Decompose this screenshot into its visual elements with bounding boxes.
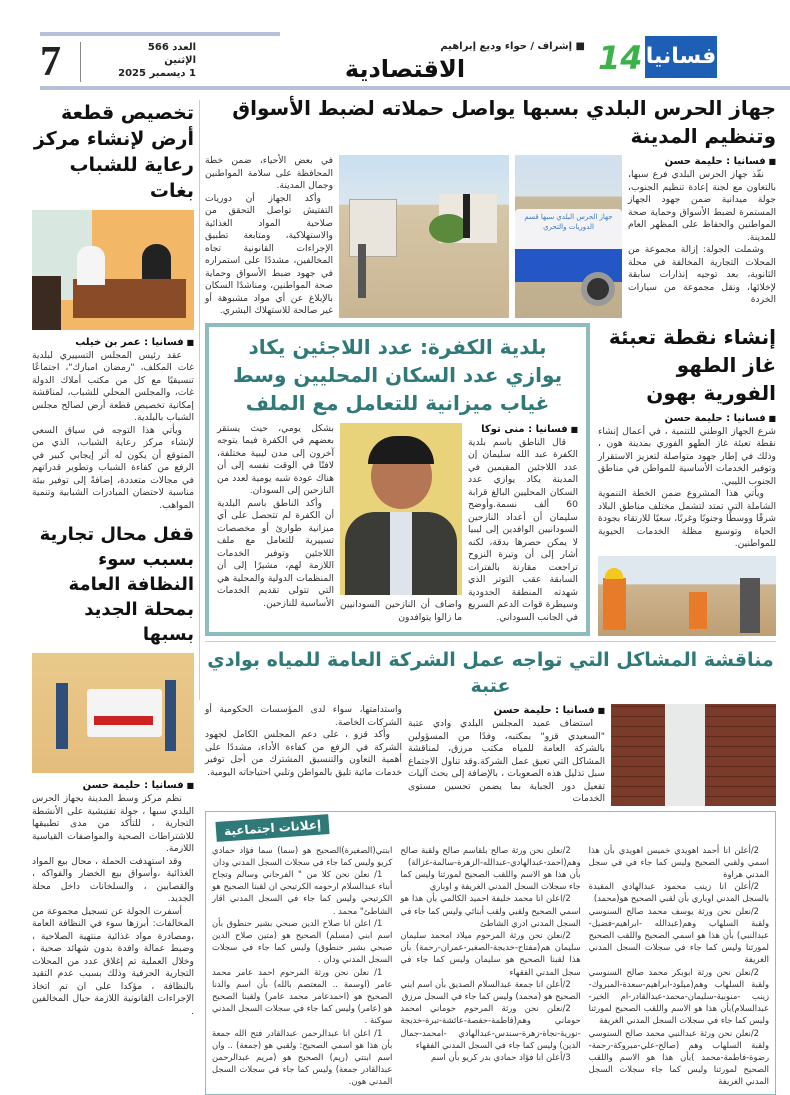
issue-number: العدد 566	[147, 42, 196, 53]
kufra-headline: بلدية الكفرة: عدد اللاجئين يكاد يوازي عدد السكان المحليين وسط غياب ميزانية للتعامل مع الملف	[232, 334, 563, 415]
youth-paragraph: عقد رئيس المجلس التسييري لبلدية غات المكلف، "رمضان امبارك"، اجتماعًا تنسيقيًا مع كل من مكتب أملاك الدولة غات، والمجلس المحلي للشباب، لمناقشة إمكانية تخصيص قطعة أرض لصالح مجلس الشباب بالبلدية.	[32, 349, 194, 424]
water-paragraph: واستدامتها، سواء لدى المؤسسات الحكومية أو الشركات الخاصة.	[205, 704, 402, 728]
ad-item: 2/اعلن انا محمد خليفة احميد الكالمي بأن هذا هو اسمي الصحيح ولقبي ولقب أبنائي وليس كما جاء في السجل المدني ادري الشاطئ	[400, 893, 581, 928]
gas-paragraph: شرع الجهاز الوطني للتنمية ، في أعمال إنشاء نقطة تعبئة غاز الطهو الفوري بمدينة هون ، وذلك في إطار جهود متواصلة لتعزيز الاستقرار وتوفير الخدمات الأساسية للمواطن في مناطق الجنوب الليبي.	[598, 425, 776, 487]
issue-date: 1 ديسمبر 2025	[118, 68, 196, 79]
ad-item: 2/أعلن انا أحمد اهويدي خميس اهويدي بأن هذا اسمي ولقبي الصحيح وليس كما جاء في في سجل المدني هراوة	[588, 844, 769, 879]
brand-logo: فسانيا	[645, 36, 717, 78]
water-column-left	[205, 704, 402, 806]
kufra-byline: ■ فسانيا : منى توكا	[468, 423, 578, 436]
youth-headline: تخصيص قطعة أرض لإنشاء مركز رعاية للشباب بغات	[33, 102, 194, 202]
water-column-right	[408, 704, 605, 806]
ad-item: 2/نعلن نحن ورثة صالح بلقاسم صالح ولقبة صالح وهم(احمد-عبدالهادي-عبدالله-الزهرة-سالمة-غزالة) بأن هذا هو الاسم واللقب الصحيح لمورثنا وليس كما جاء سجلات السجل المدني الغريفة و اوباري	[400, 844, 581, 892]
youth-meeting-photo	[32, 210, 194, 330]
top-rule	[40, 32, 280, 36]
social-ads-label: إعلانات اجتماعية	[215, 814, 329, 842]
lead-paragraph: وشملت الجولة: إزالة مجموعة من المحلات التجارية المخالفة في محلة الثانوية، بعد توجيه إنذارات سابقة لإخلائها، ونقل مجموعة من سيارات الخردة	[628, 244, 776, 305]
youth-byline: ■ فسانيا : عمر بن خيلب	[32, 336, 194, 349]
gas-headline: إنشاء نقطة تعبئة غاز الطهو الفورية بهون	[608, 324, 776, 405]
ads-column-right	[589, 844, 769, 1088]
kufra-spokesman-photo	[340, 423, 462, 596]
kufra-paragraph: بشكل يومي، حيث يستقر بعضهم في الكفرة فيما يتوجه آخرون إلى مدن ليبية مختلفة، لافتًا في الوقت نفسه إلى أن هناك عودة شبه يومية لعدد من النازحين إلى السودان.	[217, 422, 334, 496]
closure-article	[32, 779, 194, 1018]
main-region	[205, 94, 776, 1095]
header-rule	[40, 86, 790, 90]
closure-headline: قفل محال تجارية بسبب سوء النظافة العامة بمحلة الجديد بسبها	[39, 524, 194, 646]
water-story	[205, 704, 776, 806]
water-meeting-photo	[611, 704, 776, 806]
ad-item: 2/نعلن نحن ورثة عبدالنبي محمد صالح السنوسي ولقبة السلهاب وهم (صالح-علي-مبروكة-رحمة-رضوة-فاطمة-محمد )بأن هذا هو الاسم واللقب الصحيح لمورثنا وليس كما جاء سجلات السجل المدني الغريفة	[588, 1027, 769, 1087]
kufra-paragraph: وأكد الناطق باسم البلدية أن الكفرة لم تتحصل على أي ميزانية طوارئ أو مخصصات تسييرية للتعامل مع ملف اللاجئين وتوفير الخدمات اللازمة لهم، مشيرًا إلى أن المنظمات الدولية والمحلية هي التي تتولى تقديم الخدمات الأساسية للنازحين.	[217, 497, 334, 609]
ad-item: 2/نعلن نحن ورثة يوسف محمد صالح السنوسي ولقبة السلهاب وهم(عبدالله -ابراهيم-فضيل-عبدالنبي) بأن هذا هو اسمي الصحيح واللقب الصحيح لمورثنا وليس كما جاء في سجلات السجل المدني الغريفة	[588, 905, 769, 965]
ads-column-left	[212, 844, 392, 1088]
youth-article	[32, 336, 194, 513]
kufra-column-left	[217, 423, 334, 625]
ad-item: 2/نعلن نحن ورثة المرحوم حوماني امحمد حوماني وهم(فاطمة-حفصة-عائشة-تبرة-خديجة -نورية-نجاة-زهرة-سندس-عبدالهادي -امحمد-جمال الدين) وليس كما جاء في السجل المدني الفقهاء	[400, 1003, 581, 1050]
lead-paragraph: نفّذ جهاز الحرس البلدي فرع سبها، بالتعاون مع لجنة إعادة تنظيم الجنوب، جولة ميدانية ضمن جهود الجهاز المستمرة لضبط الأسواق وحماية صحة المواطنين والحفاظ على المظهر العام للمدينة.	[628, 169, 776, 243]
ad-item: 2/نعلن نحن ورثة ابوبكر محمد صالح السنوسي ولقبة السلهاب وهم(ميلود-ابراهيم-سعدة-المبروك-زينب -منوبية-سليمان-محمد-عبدالقادر-ام الخير-عبدالسلام)بأن هذا هو الاسم واللقب الصحيح لمورثنا وليس كما جاء في سجلات السجل المدني الغريفة	[588, 966, 769, 1026]
truck-sign-text: جهاز الحرس البلدي سبها قسم الدوريات والتحري	[524, 212, 613, 231]
ad-item: 3/أعلن انا فؤاد حمادي بدر كريو بأن اسم	[430, 1051, 571, 1062]
lead-byline: ■ فسانيا : حليمة حسن	[628, 155, 776, 168]
kufra-column-right	[468, 423, 578, 625]
supervisor-name: إشراف / حواء وديع إبراهيم	[440, 41, 573, 52]
supervision-credit: ■ إشراف / حواء وديع إبراهيم	[440, 41, 585, 52]
ad-item: 2/أعلن انا زينب محمود عبدالهادي المقيدة بالسجل المدني اوباري بأن لقبي الصحيح هو(محمد)	[588, 881, 769, 904]
lead-photo-truck	[515, 155, 622, 318]
gas-story	[598, 323, 776, 637]
closure-photo	[32, 653, 194, 773]
lead-column-2	[205, 155, 333, 318]
ad-item: 1/ اعلن انا عبدالرحمن عبدالقادر فتح الله جمعة بأن هذا هو اسمي الصحيح: ولقبي هو (جمعة) .. وان اسم ابنتي (ريم) الصحيح هو (مريم عبدالرحمن عبدالقادر جمعة) وليس كما جاء في سجلات السجل المدني هون.	[212, 1027, 393, 1087]
gas-article	[598, 412, 776, 551]
ads-column-middle	[400, 844, 580, 1088]
ad-item: 1/ نعلن نحن ورثة المرحوم احمد عامر محمد عامر (اوسمة .. المعتصم بالله) بأن اسم والدنا الصحيح هو (احمدعامر محمد عامر) ولقبنا الصحيح هو (عامر) وليس كما جاء في سجلات السجل المدني سوكنة .	[212, 966, 393, 1026]
lead-photo-inspection	[339, 155, 509, 318]
logo-14-icon: 14	[598, 39, 643, 77]
water-headline: مناقشة المشاكل التي تواجه عمل الشركة العامة للمياه بوادي عتبة	[207, 649, 774, 697]
social-ads-box	[205, 811, 776, 1095]
ad-item: ابنتي(الصغيرة)الصحيح هو (سما) سما فؤاد حمادي كريو وليس كما جاء في سجلات السجل المدني ودان	[212, 844, 393, 867]
closure-paragraph: وقد استهدفت الحملة ، محال بيع المواد الغذائية ،وأسواق بيع الخضار والفواكه ، والقصابين ، والسلخانات داخل محلة الجديد.	[32, 855, 194, 904]
ad-item: 1/ اعلن انا صلاح الدين صبحي بشير حنطوق بأن اسم ابني (مسلم) الصحيح هو (متين صلاح الدين صبحي بشير حنطوق) وليس كما جاء في سجلات السجل المدني ودان .	[212, 917, 393, 965]
left-column-divider	[199, 100, 200, 700]
left-column	[32, 100, 194, 1018]
issue-day: الإثنين	[164, 55, 196, 66]
lead-paragraph: في بعض الأحياء، ضمن خطة المحافظة على سلامة المواطنين وجمال المدينة.	[205, 155, 333, 191]
ad-item: 2/نعلن نحن ورثة المرحوم ميلاد امحمد سليمان سليمان هم(مفتاح-خديجة-الصغير-عمران-رحمة) بأن هذا لقبنا الصحيح هو سليمان وليس كما جاء في سجل المدني الفقهاء	[400, 929, 581, 977]
closure-paragraph: أسفرت الجولة عن تسجيل مجموعة من المخالفات: أبرزها سوء في النظافة العامة ،ومصادرة مواد غذائية منتهية الصلاحية ، وضبط عمالة وافدة بدون شهائد صحية ، وخلال العملية تم إغلاق عدد من المحلات التجارية الحرفية وذلك بسبب عدم التقيد بالنظافة ، مؤكدا على ان تم اتخاذ الإجراءات القانونية اللازمة حيال المخالفين .	[32, 905, 194, 1017]
lead-headline: جهاز الحرس البلدي بسبها يواصل حملاته لضبط الأسواق وتنظيم المدينة	[232, 96, 776, 148]
gas-paragraph: ويأتي هذا المشروع ضمن الخطة التنموية الشاملة التي تمتد لتشمل مختلف مناطق البلاد شرقًا ووسطًا وجنوبًا وغربًا، سعيًا للارتقاء بجودة الحياة وتوسيع مظلة الخدمات الحيوية للمواطنين.	[598, 488, 776, 549]
water-paragraph: وأكد قزو ، على دعم المجلس الكامل لجهود الشركة في الرفع من كفاءة الأداء، مشددًا على أهمية التعاون والتنسيق المشترك من أجل توفير خدمات مائية تليق بالمواطن وتلبي احتياجاته اليومية.	[205, 729, 402, 778]
issue-info	[86, 41, 196, 80]
kufra-photo-caption: واضاف أن النازحين السودانيين ما زالوا يتوافدون	[340, 599, 462, 623]
page-number: 7	[40, 39, 61, 85]
ad-item: 1/ نعلن نحن كلا من " الفرجاني وسالم وتجاح أبناء عبدالسلام ارحومه الكرتيحي ان لقبنا الصحيح هو الكرتيحي وليس كما جاء في السجل المدني اقار الشاطئ" محمد .	[212, 868, 393, 916]
ad-item: 2/أعلن انا جمعة عبدالسلام الصديق بأن اسم ابني الصحيح هو (محمد) وليس كما جاء في السجل مرزق	[400, 978, 581, 1001]
middle-row	[205, 323, 776, 637]
water-rule	[205, 641, 776, 642]
closure-byline: ■ فسانيا : حليمة حسن	[32, 779, 194, 792]
lead-column-1	[628, 155, 776, 318]
gas-byline: ■ فسانيا : حليمة حسن	[598, 412, 776, 425]
lead-story	[205, 155, 776, 318]
closure-paragraph: نظم مركز وسط المدينة بجهاز الحرس البلدي سبها ، جولة تفتيشية على الأنشطة التجارية ، للتأكد من مدى تطبيقها للاشتراطات الصحية والمواصفات القياسية اللازمة.	[32, 793, 194, 854]
section-title: الاقتصادية	[344, 55, 466, 83]
water-paragraph: استضاف عميد المجلس البلدي وادي عتبة "السعيدي قزو" بمكتبه، وفدًا من المسؤولين بالشركة العامة للمياه مكتب مرزق، لمناقشة المشاكل التي تعيق عمل الشركة.وقد تناول الاجتماع سبل تذليل هذه الصعوبات ، بالإضافة إلى بحث آليات تفعيل دور الجباية بما يضمن تحسين مستوى الخدمات	[408, 718, 605, 804]
page-divider	[80, 42, 81, 82]
kufra-paragraph: قال الناطق باسم بلدية الكفرة عبد الله سليمان إن عدد اللاجئين المقيمين في المدينة يكاد يوازي عدد السكان المحليين البالغ قرابة 60 ألف نسمة.وأوضح سليمان أن أعداد النازحين السودانيين الوافدين إلى ليبيا لا يمكن حصرها بدقة، لكنه أشار إلى أن وتيرة النزوح تراجعت مقارنة بالفترات السابقة عقب التوتر الذي شهدته المنطقة الحدودية وسيطرة قوات الدعم السريع في الجانب السوداني.	[468, 436, 578, 623]
youth-paragraph: ويأتي هذا التوجه في سياق السعي لإنشاء مركز رعاية الشباب، الذي من المتوقع أن يكون له أثر إيجابي كبير في الرفع من كفاءة الشباب وتطوير قدراتهم في مجالات متعددة، إضافةً إلى توفير بيئة مناسبة لاحتضان المبادرات الشبابية وتنمية المواهب.	[32, 424, 194, 511]
water-byline: ■ فسانيا : حليمة حسن	[408, 704, 605, 717]
gas-site-photo	[598, 556, 776, 637]
lead-paragraph: وأكد الجهاز أن دوريات التفتيش تواصل التحقق من صلاحية المواد الغذائية والاستهلاكية، ومتابعة تطبيق الإجراءات القانونية تجاه المخالفين، مشددًا على استمراره في جهود ضبط الأسواق وحماية صحة المواطنين، ومناشدًا السكان بالإبلاغ عن أي مواد مشبوهة أو غير صالحة للاستهلاك البشري.	[205, 192, 333, 316]
kufra-feature-box	[205, 323, 590, 637]
